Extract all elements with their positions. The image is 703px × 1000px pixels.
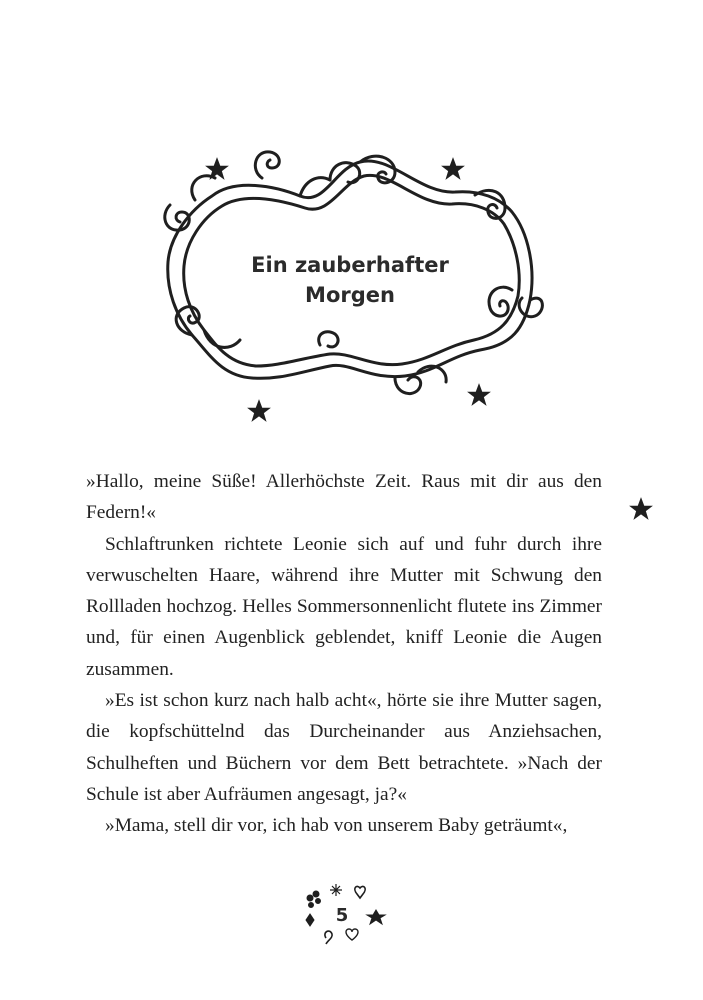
star-icon (628, 496, 654, 522)
paragraph: Schlaftrunken richtete Leonie sich auf und fuhr durch ihre verwuschelten Haare, während ihre Mutter mit Schwung den Rollladen hochzog. Helles Sommersonnenlicht flutete ins Zimmer und, für einen Augenblick geblendet, kniff Leonie die Augen zusammen. (86, 533, 602, 680)
swirl-frame-ornament (0, 0, 703, 430)
star-icon (466, 382, 492, 408)
star-icon (246, 398, 272, 424)
chapter-title-line2: Morgen (305, 283, 395, 307)
body-text (86, 466, 602, 842)
star-icon (204, 156, 230, 182)
page-number: 5 (335, 905, 349, 926)
star-icon (440, 156, 466, 182)
paragraph: »Hallo, meine Süße! Allerhöchste Zeit. Raus mit dir aus den Federn!« (86, 471, 602, 524)
chapter-title-line1: Ein zauberhafter (251, 253, 449, 277)
paragraph: »Es ist schon kurz nach halb acht«, hörte sie ihre Mutter sagen, die kopfschüttelnd das Durcheinander aus Anziehsachen, Schulheften und Büchern vor dem Bett betrachtete. »Nach der Schule ist aber Aufräumen angesagt, ja?« (86, 690, 602, 805)
paragraph: »Mama, stell dir vor, ich hab von unserem Baby geträumt«, (105, 815, 568, 837)
chapter-title (200, 250, 500, 310)
